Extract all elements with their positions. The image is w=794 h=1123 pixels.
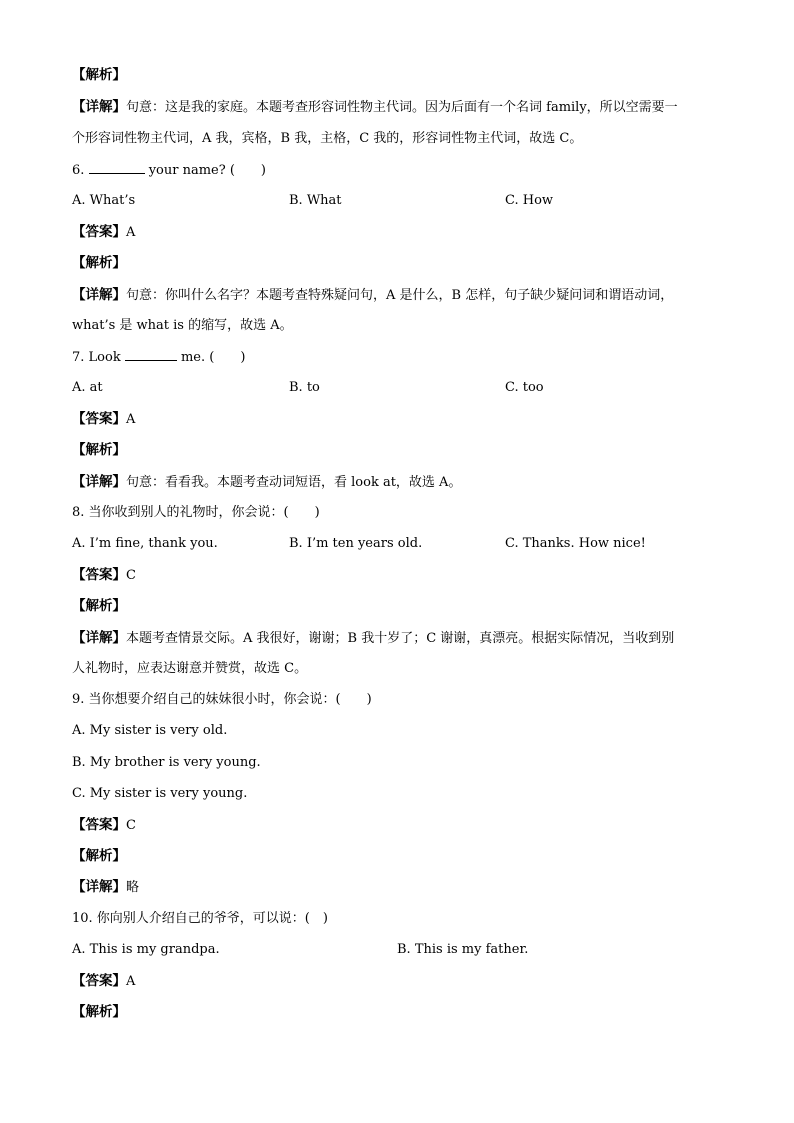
q9-option-a: A. My sister is very old.	[72, 723, 228, 738]
q6-option-c: C. How	[505, 193, 554, 208]
q8-detail-line-2: 人礼物时，应表达谢意并赞赏，故选 C。	[72, 661, 308, 676]
q8-stem: 8. 当你收到别人的礼物时，你会说：( )	[72, 505, 320, 520]
q6-detail-line-1: 【详解】句意：你叫什么名字？本题考查特殊疑问句，A 是什么，B 怎样，句子缺少疑问词和谓语动词，	[72, 287, 674, 303]
q6-stem: 6. your name? ( )	[72, 163, 266, 178]
q10-stem: 10. 你向别人介绍自己的爷爷，可以说：( )	[72, 911, 328, 926]
q10-answer: 【答案】A	[72, 973, 136, 989]
q7-option-b: B. to	[289, 380, 320, 395]
q8-option-a: A. I’m fine, thank you.	[72, 536, 218, 551]
q9-analysis-label: 【解析】	[72, 848, 126, 864]
q9-option-c: C. My sister is very young.	[72, 786, 248, 801]
q6-answer: 【答案】A	[72, 224, 136, 240]
q6-option-a: A. What’s	[72, 193, 136, 208]
q7-option-a: A. at	[72, 380, 103, 395]
q6-option-b: B. What	[289, 193, 342, 208]
q10-analysis-label: 【解析】	[72, 1004, 126, 1020]
analysis-label: 【解析】	[72, 67, 126, 83]
q8-option-c: C. Thanks. How nice!	[505, 536, 646, 551]
detail-label: 【详解】	[72, 99, 126, 115]
q9-answer: 【答案】C	[72, 817, 136, 833]
q8-detail-line-1: 【详解】本题考查情景交际。A 我很好，谢谢；B 我十岁了；C 谢谢，真漂亮。根据实际情况，当收到别	[72, 630, 675, 646]
q8-option-b: B. I’m ten years old.	[289, 536, 423, 551]
q7-stem: 7. Look me. ( )	[72, 350, 246, 365]
q6-detail-line-2: what’s 是 what is 的缩写，故选 A。	[72, 318, 293, 333]
q9-option-b: B. My brother is very young.	[72, 755, 261, 770]
q9-stem: 9. 当你想要介绍自己的妹妹很小时，你会说：( )	[72, 692, 372, 707]
q10-option-a: A. This is my grandpa.	[72, 942, 220, 957]
q7-option-c: C. too	[505, 380, 544, 395]
q8-answer: 【答案】C	[72, 567, 136, 583]
q6-analysis-label: 【解析】	[72, 255, 126, 271]
q7-answer: 【答案】A	[72, 411, 136, 427]
q8-analysis-label: 【解析】	[72, 598, 126, 614]
q5-detail-line-2: 个形容词性物主代词，A 我，宾格，B 我，主格，C 我的，形容词性物主代词，故选 C。	[72, 131, 583, 146]
q5-detail-line-1: 【详解】句意：这是我的家庭。本题考查形容词性物主代词。因为后面有一个名词 family，所以空需要一	[72, 99, 678, 115]
q9-detail: 【详解】略	[72, 879, 140, 895]
q7-detail: 【详解】句意：看看我。本题考查动词短语，看 look at，故选 A。	[72, 474, 462, 490]
q7-analysis-label: 【解析】	[72, 442, 126, 458]
q10-option-b: B. This is my father.	[397, 942, 529, 957]
answer-blank	[125, 348, 177, 361]
answer-blank	[89, 161, 145, 174]
